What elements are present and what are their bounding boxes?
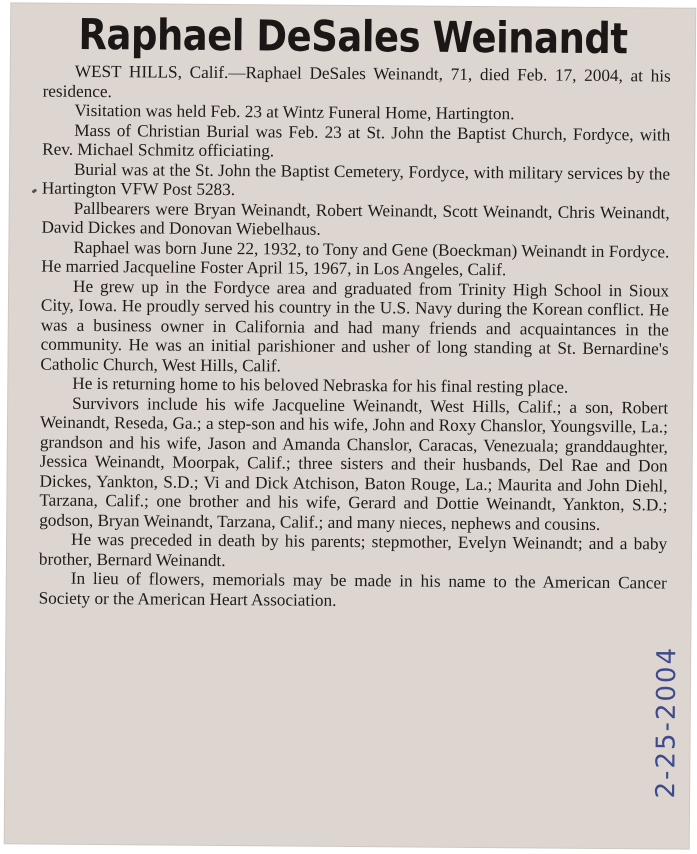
paragraph-memorials: In lieu of flowers, memorials may be made in his name to the American Cancer Society or the American Heart Association.	[38, 568, 667, 610]
paragraph-birth-marriage: Raphael was born June 22, 1932, to Tony and Gene (Boeckman) Weinandt in Fordyce. He married Jacqueline Foster April 15, 1967, in Los Angeles, Calif.	[41, 237, 670, 280]
paragraph-visitation: Visitation was held Feb. 23 at Wintz Funeral Home, Hartington.	[74, 100, 515, 124]
paragraph-death-notice: WEST HILLS, Calif.—Raphael DeSales Weinandt, 71, died Feb. 17, 2004, at his residence.	[42, 61, 671, 101]
paragraph-returning-home: He is returning home to his beloved Nebraska for his final resting place.	[72, 373, 569, 397]
stray-ink-mark	[31, 188, 37, 193]
paragraph-pallbearers: Pallbearers were Bryan Weinandt, Robert Weinandt, Scott Weinandt, Chris Weinandt, David Dickes and Donovan Wiebelhaus.	[41, 198, 670, 239]
paragraph-preceded: He was preceded in death by his parents; stepmother, Evelyn Weinandt; and a baby brother, Bernard Weinandt.	[38, 529, 668, 570]
obituary-body	[39, 62, 671, 613]
paragraph-burial: Burial was at the St. John the Baptist Cemetery, Fordyce, with military services by the Hartington VFW Post 5283.	[41, 159, 671, 200]
paragraph-survivors: Survivors include his wife Jacqueline Weinandt, West Hills, Calif.; a son, Robert Weinandt, Reseda, Ga.; a step-son and his wife, John and Roxy Chanslor, Youngsville, La.; grandson and his wife, Jason and Amanda Chanslor, Caracas, Venezuala; granddaughter, Jessica Weinandt, Moorpak, Calif.; three sisters and their husbands, Del Rae and Don Dickes, Yankton, S.D.; Vi and Dick Atchison, Baton Rouge, La.; Maurita and John Diehl, Tarzana, Calif.; one brother and his wife, Gerard and Dottie Weinandt, Yankton, S.D.; godson, Bryan Weinandt, Tarzana, Calif.; and many nieces, nephews and cousins.	[39, 393, 669, 534]
handwritten-date-note: 2-25-2004	[651, 645, 683, 799]
obituary-headline: Raphael DeSales Weinandt	[78, 9, 628, 64]
paragraph-mass: Mass of Christian Burial was Feb. 23 at St. John the Baptist Church, Fordyce, with Rev. Michael Schmitz officiating.	[42, 120, 671, 161]
obituary-clipping	[5, 3, 696, 848]
paragraph-life: He grew up in the Fordyce area and graduated from Trinity High School in Sioux City, Iowa. He proudly served his country in the U.S. Navy during the Korean conflict. He was a business owner in California and had many friends and acquaintances in the community. He was an initial parishioner and usher of long standing at St. Bernardine's Catholic Church, West Hills, Calif.	[40, 276, 670, 375]
